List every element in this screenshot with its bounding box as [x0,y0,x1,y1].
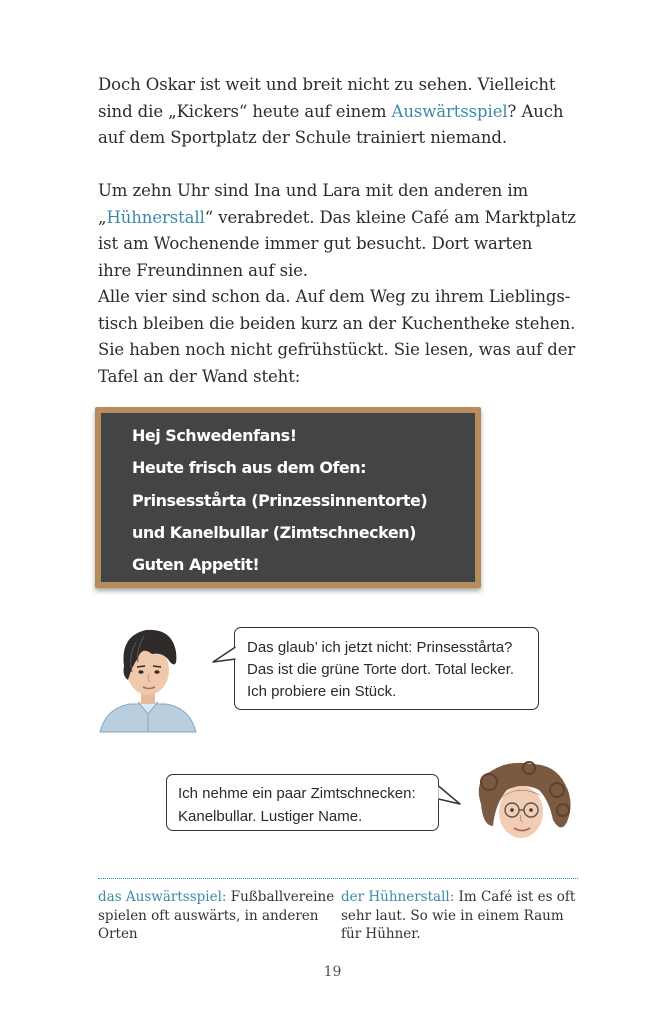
glossary-line: spielen oft auswärts, in anderen [98,907,319,924]
glossary-term: das Auswärtsspiel: [98,889,227,905]
text-line: Tafel an der Wand steht: [98,366,301,386]
text-line [98,205,598,232]
speech-line: Das ist die grüne Torte dort. Total lecker. [247,661,515,678]
speech-line: Ich probiere ein Stück. [247,683,397,700]
speech-line: Kanelbullar. Lustiger Name. [178,808,363,825]
text-line: auf dem Sportplatz der Schule trainiert niemand. [98,128,507,147]
text-line: ihre Freundinnen auf sie. [98,260,308,280]
glossary-line: für Hühner. [341,926,421,942]
glossary-line: sehr laut. So wie in einem Raum [341,907,564,924]
boy-avatar [98,622,198,734]
glossary-definition: Im Café ist es oft [454,889,576,905]
text-segment: ? Auch [507,101,564,121]
speech-bubble-boy [234,627,539,710]
glossary-line: Orten [98,926,138,942]
speech-tail [212,646,238,666]
glossary-definition: Fußballvereine [226,889,335,905]
keyword-huehnerstall: Hühnerstall [106,207,205,227]
girl-avatar [469,760,581,846]
paragraph-oskar [98,72,598,152]
chalkboard-line: Hej Schwedenfans! [132,426,297,445]
glossary-line [98,888,333,907]
paragraph-cafe [98,178,598,390]
speech-line: Ich nehme ein paar Zimtschnecken: [178,785,416,802]
glossary-entry-huehnerstall [341,888,576,944]
text-line: Alle vier sind schon da. Auf dem Weg zu ihrem Lieblings- [98,287,571,306]
text-segment: “ verabredet. Das kleine Café am Marktplatz [204,207,576,227]
speech-line: Das glaub’ ich jetzt nicht: Prinsesstårta? [247,639,513,656]
chalkboard-line: und Kanelbullar (Zimtschnecken) [132,523,416,542]
glossary-divider [98,878,578,879]
text-line: ist am Wochenende immer gut besucht. Dort warten [98,234,533,253]
chalkboard-line: Prinsesstårta (Prinzessinnentorte) [132,491,428,510]
text-line: Sie haben noch nicht gefrühstückt. Sie lesen, was auf der [98,340,576,359]
keyword-auswaertsspiel: Auswärtsspiel [391,101,508,121]
chalkboard [95,407,481,588]
page-number: 19 [323,964,342,980]
text-segment: sind die „Kickers“ heute auf einem [98,101,392,121]
chalkboard-line: Guten Appetit! [132,555,260,574]
text-line [98,99,598,126]
chalkboard-line: Heute frisch aus dem Ofen: [132,458,367,477]
text-line: tisch bleiben die beiden kurz an der Kuchentheke stehen. [98,313,576,333]
text-line: Doch Oskar ist weit und breit nicht zu sehen. Vielleicht [98,75,556,94]
speech-tail [436,784,462,806]
text-line: Um zehn Uhr sind Ina und Lara mit den anderen im [98,181,529,200]
glossary-line [341,888,576,907]
speech-bubble-girl [166,774,439,831]
text-segment: „ [98,207,107,227]
glossary-entry-auswaertsspiel [98,888,333,944]
glossary-term: der Hühnerstall: [341,889,455,905]
